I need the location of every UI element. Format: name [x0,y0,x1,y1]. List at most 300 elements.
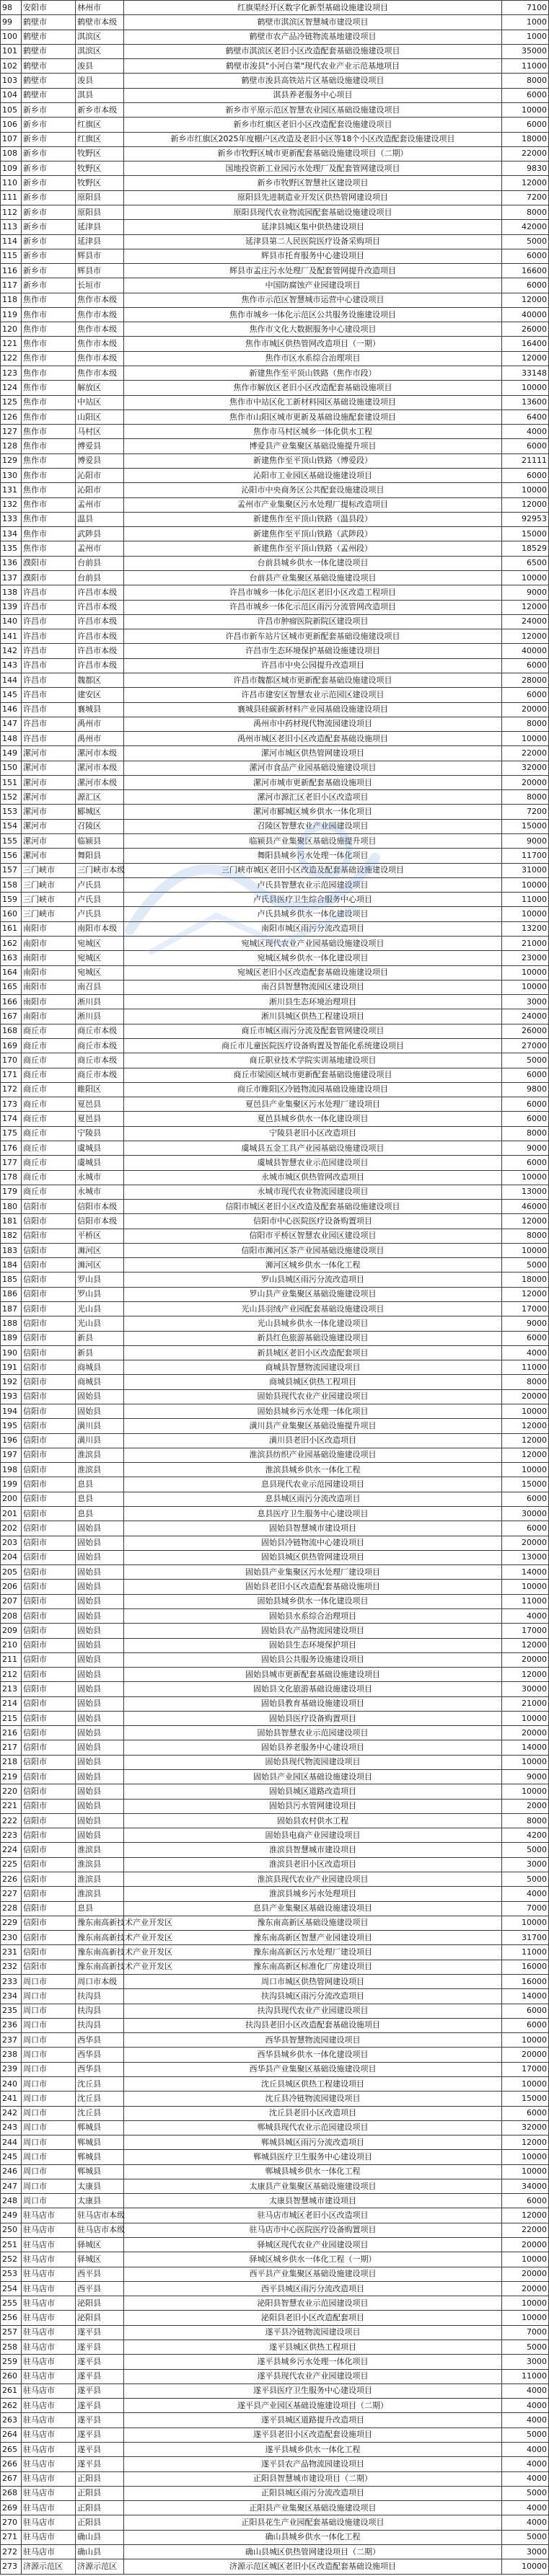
row-number: 118 [1,293,22,307]
row-number: 111 [1,190,22,205]
row-number: 192 [1,1375,22,1389]
district-cell: 浉河区 [76,1258,124,1272]
amount-cell: 21000 [501,937,548,951]
project-name-cell: 夏邑县产业集聚区污水处理厂建设项目 [124,1097,502,1112]
table-row [1,2355,549,2369]
city-cell: 新乡市 [22,102,76,117]
row-number: 164 [1,965,22,980]
district-cell: 遂平县 [76,2384,124,2398]
project-name-cell: 扶沟县城区雨污分流改造项目 [124,1989,502,2004]
city-cell: 许昌市 [22,658,76,673]
row-number: 174 [1,1112,22,1126]
city-cell: 信阳市 [22,1506,76,1521]
amount-cell: 20000 [501,1726,548,1740]
district-cell: 新县 [76,1345,124,1360]
amount-cell: 10000 [501,381,548,395]
project-name-cell: 漯河市城区供热管网建设项目 [124,746,502,761]
amount-cell: 28000 [501,673,548,687]
row-number: 148 [1,732,22,746]
city-cell: 驻马店市 [22,2457,76,2471]
row-number: 169 [1,1038,22,1053]
city-cell: 焦作市 [22,425,76,439]
city-cell: 商丘市 [22,1024,76,1038]
city-cell: 信阳市 [22,1463,76,1477]
city-cell: 焦作市 [22,337,76,351]
city-cell: 许昌市 [22,732,76,746]
project-name-cell: 宛城区现代农业产业园基础设施建设项目 [124,937,502,951]
amount-cell: 5000 [501,1872,548,1887]
row-number: 161 [1,921,22,936]
amount-cell: 16600 [501,264,548,278]
project-name-cell: 郸城县医疗卫生服务中心建设项目 [124,2150,502,2164]
project-name-cell: 确山县城乡供水一体化工程 [124,2530,502,2544]
row-number: 220 [1,1784,22,1799]
row-number: 223 [1,1828,22,1843]
project-name-cell: 永城市现代农业物流园建设项目 [124,1185,502,1199]
city-cell: 许昌市 [22,702,76,717]
city-cell: 三门峡市 [22,893,76,907]
city-cell: 信阳市 [22,1726,76,1740]
table-row [1,1521,549,1536]
project-name-cell: 淅川县城区供热工程建设项目 [124,1009,502,1024]
project-name-cell: 泌阳县智慧农业示范园建设项目 [124,2296,502,2311]
table-row [1,1038,549,1053]
district-cell: 平桥区 [76,1229,124,1243]
project-name-cell: 遂平县城区道路提升改造项目 [124,2413,502,2427]
table-row [1,1360,549,1375]
city-cell: 信阳市 [22,1624,76,1638]
district-cell: 鹤壁市本级 [76,15,124,30]
table-row [1,337,549,351]
city-cell: 信阳市 [22,1843,76,1857]
district-cell: 西华县 [76,2033,124,2048]
amount-cell: 7100 [501,1,548,15]
table-row [1,1272,549,1287]
table-row [1,2018,549,2032]
amount-cell: 10000 [501,732,548,746]
district-cell: 南阳市本级 [76,921,124,936]
city-cell: 信阳市 [22,1287,76,1301]
district-cell: 遂平县 [76,2399,124,2413]
project-name-cell: 息县医疗卫生服务中心建设项目 [124,1506,502,1521]
amount-cell: 5000 [501,1258,548,1272]
amount-cell: 10000 [501,877,548,892]
district-cell: 禹州市 [76,732,124,746]
project-name-cell: 淮滨县纺织产业园基础设施建设项目 [124,1448,502,1462]
district-cell: 夏邑县 [76,1112,124,1126]
amount-cell: 6000 [501,2004,548,2018]
table-row [1,2238,549,2252]
table-row [1,1668,549,1682]
table-row [1,1463,549,1477]
district-cell: 临颍县 [76,834,124,849]
amount-cell: 9000 [501,1316,548,1331]
city-cell: 南阳市 [22,937,76,951]
project-name-cell: 永城市城区供热管网改造项目 [124,1170,502,1185]
table-row [1,234,549,249]
table-row [1,1112,549,1126]
project-name-cell: 息县城区雨污分流改造项目 [124,1492,502,1506]
project-name-cell: 原阳县先进制造业开发区供热管网建设项目 [124,190,502,205]
amount-cell: 12000 [501,1448,548,1462]
table-row [1,1506,549,1521]
project-name-cell: 商丘市儿童医院医疗设备购置及智能化系统建设项目 [124,1038,502,1053]
district-cell: 固始县 [76,1726,124,1740]
district-cell: 台前县 [76,556,124,570]
table-row [1,1419,549,1433]
project-name-cell: 新建焦作至平顶山铁路（博爱段） [124,453,502,468]
district-cell: 许昌市本级 [76,585,124,600]
amount-cell: 17000 [501,1302,548,1316]
table-row [1,176,549,190]
district-cell: 辉县市 [76,249,124,263]
amount-cell: 21000 [501,1696,548,1711]
city-cell: 驻马店市 [22,2311,76,2325]
table-row [1,2076,549,2091]
amount-cell: 12000 [501,351,548,366]
district-cell: 郾城区 [76,805,124,819]
amount-cell: 40000 [501,307,548,322]
amount-cell: 17000 [501,2062,548,2076]
amount-cell: 6000 [501,688,548,702]
amount-cell: 3000 [501,2544,548,2559]
table-row [1,1726,549,1740]
amount-cell: 1000 [501,15,548,30]
amount-cell: 40000 [501,644,548,658]
table-row [1,1784,549,1799]
amount-cell: 6000 [501,1331,548,1345]
row-number: 172 [1,1082,22,1097]
row-number: 138 [1,585,22,600]
city-cell: 商丘市 [22,1068,76,1082]
district-cell: 罗山县 [76,1272,124,1287]
row-number: 151 [1,775,22,789]
row-number: 269 [1,2501,22,2515]
district-cell: 睢阳区 [76,1082,124,1097]
amount-cell: 11000 [501,1360,548,1375]
amount-cell: 10000 [501,2311,548,2325]
row-number: 166 [1,995,22,1009]
district-cell: 济源示范区 [76,2559,124,2574]
row-number: 242 [1,2106,22,2120]
district-cell: 西华县 [76,2048,124,2062]
row-number: 162 [1,937,22,951]
district-cell: 固始县 [76,1828,124,1843]
city-cell: 信阳市 [22,1565,76,1580]
row-number: 257 [1,2325,22,2340]
table-row [1,819,549,833]
project-name-cell: 焦作市解放区老旧小区改造配套基础设施项目 [124,381,502,395]
row-number: 129 [1,453,22,468]
row-number: 104 [1,88,22,102]
row-number: 268 [1,2486,22,2500]
city-cell: 信阳市 [22,1638,76,1652]
amount-cell: 5000 [501,2340,548,2355]
project-name-cell: 息县产业集聚区基础设施建设项目 [124,1901,502,1916]
row-number: 245 [1,2150,22,2164]
amount-cell: 9000 [501,1770,548,1784]
project-name-cell: 商丘市梁园区城市更新配套基础设施建设项目 [124,1068,502,1082]
city-cell: 周口市 [22,2164,76,2179]
district-cell: 许昌市本级 [76,644,124,658]
amount-cell: 10000 [501,2076,548,2091]
project-name-cell: 罗山县产业集聚区基础设施建设项目 [124,1287,502,1301]
row-number: 248 [1,2194,22,2208]
table-row [1,1931,549,1945]
project-name-cell: 虞城县五金工具产业园基础设施建设项目 [124,1141,502,1155]
district-cell: 虞城县 [76,1141,124,1155]
row-number: 133 [1,512,22,526]
table-row [1,921,549,936]
table-row [1,220,549,234]
table-row [1,893,549,907]
district-cell: 固始县 [76,1755,124,1769]
project-name-cell: 商丘市睢阳区冷链物流园基础设施建设项目 [124,1082,502,1097]
row-number: 109 [1,161,22,176]
district-cell: 沈丘县 [76,2092,124,2106]
city-cell: 商丘市 [22,1185,76,1199]
amount-cell: 9000 [501,834,548,849]
district-cell: 确山县 [76,2544,124,2559]
city-cell: 漯河市 [22,849,76,863]
amount-cell: 10000 [501,1463,548,1477]
table-row [1,1916,549,1930]
project-name-cell: 许昌市中央公园提升改造项目 [124,658,502,673]
table-row [1,1872,549,1887]
district-cell: 商丘市本级 [76,1053,124,1068]
city-cell: 三门峡市 [22,907,76,921]
row-number: 198 [1,1463,22,1477]
row-number: 233 [1,1974,22,1988]
project-name-cell: 遂平县城乡污水处理一体化项目 [124,2355,502,2369]
district-cell: 卢氏县 [76,877,124,892]
row-number: 170 [1,1053,22,1068]
table-row [1,1,549,15]
project-name-cell: 固始县城区供热管网建设项目 [124,1550,502,1564]
city-cell: 信阳市 [22,1229,76,1243]
table-row [1,2559,549,2574]
district-cell: 宛城区 [76,965,124,980]
city-cell: 漯河市 [22,761,76,775]
project-name-cell: 漯河市郾城区城乡供水一体化项目 [124,805,502,819]
amount-cell: 10000 [501,102,548,117]
row-number: 254 [1,2281,22,2296]
table-row [1,658,549,673]
city-cell: 周口市 [22,2048,76,2062]
table-row [1,1770,549,1784]
row-number: 182 [1,1229,22,1243]
district-cell: 太康县 [76,2194,124,2208]
city-cell: 焦作市 [22,469,76,483]
table-row [1,1492,549,1506]
city-cell: 安阳市 [22,1,76,15]
district-cell: 淅川县 [76,995,124,1009]
amount-cell: 12000 [501,2135,548,2150]
table-row [1,1200,549,1214]
project-name-cell: 息县现代农业示范园建设项目 [124,1477,502,1492]
city-cell: 焦作市 [22,381,76,395]
amount-cell: 42000 [501,220,548,234]
table-row [1,15,549,30]
amount-cell: 10000 [501,483,548,497]
district-cell: 罗山县 [76,1287,124,1301]
district-cell: 遂平县 [76,2442,124,2456]
amount-cell: 11000 [501,2369,548,2384]
city-cell: 周口市 [22,2106,76,2120]
project-name-cell: 西平县产业集聚区基础设施建设项目 [124,2267,502,2281]
city-cell: 焦作市 [22,351,76,366]
district-cell: 牧野区 [76,176,124,190]
row-number: 271 [1,2530,22,2544]
table-row [1,1843,549,1857]
table-row [1,717,549,731]
city-cell: 焦作市 [22,512,76,526]
city-cell: 焦作市 [22,395,76,410]
table-row [1,1740,549,1755]
project-name-cell: 济源示范区城区老旧小区改造配套基础设施项目 [124,2559,502,2574]
table-row [1,629,549,644]
table-row [1,1302,549,1316]
row-number: 121 [1,337,22,351]
table-row [1,453,549,468]
row-number: 272 [1,2544,22,2559]
district-cell: 固始县 [76,1404,124,1419]
table-row [1,2340,549,2355]
table-row [1,1828,549,1843]
amount-cell: 10000 [501,2164,548,2179]
row-number: 132 [1,497,22,512]
amount-cell: 5000 [501,234,548,249]
row-number: 230 [1,1931,22,1945]
city-cell: 南阳市 [22,965,76,980]
project-name-cell: 固始县农村供水工程 [124,1813,502,1828]
project-name-cell: 沈丘县城区供热工程建设项目 [124,2076,502,2091]
city-cell: 周口市 [22,2033,76,2048]
district-cell: 驿城区 [76,2252,124,2267]
table-row [1,702,549,717]
row-number: 258 [1,2340,22,2355]
city-cell: 新乡市 [22,220,76,234]
row-number: 251 [1,2238,22,2252]
project-name-cell: 遂平县城区供热工程项目 [124,2340,502,2355]
city-cell: 信阳市 [22,1316,76,1331]
row-number: 224 [1,1843,22,1857]
project-name-cell: 延津县城区集中供热建设项目 [124,220,502,234]
amount-cell: 30000 [501,1506,548,1521]
row-number: 200 [1,1492,22,1506]
table-row [1,1258,549,1272]
district-cell: 新县 [76,1331,124,1345]
table-row [1,746,549,761]
table-row [1,161,549,176]
row-number: 115 [1,249,22,263]
project-name-cell: 淮滨县城乡供水一体化工程 [124,1463,502,1477]
district-cell: 牧野区 [76,161,124,176]
city-cell: 信阳市 [22,1536,76,1550]
district-cell: 驿城区 [76,2238,124,2252]
project-name-cell: 夏邑县城乡供水一体化建设项目 [124,1112,502,1126]
row-number: 124 [1,381,22,395]
amount-cell: 31700 [501,1931,548,1945]
district-cell: 淇县 [76,88,124,102]
project-name-cell: 固始县污水管网建设项目 [124,1799,502,1813]
city-cell: 新乡市 [22,234,76,249]
city-cell: 信阳市 [22,1433,76,1448]
district-cell: 武陟县 [76,527,124,541]
district-cell: 许昌市本级 [76,658,124,673]
row-number: 216 [1,1726,22,1740]
table-row [1,2208,549,2223]
amount-cell: 30000 [501,1682,548,1696]
project-name-cell: 鹤壁市淇滨区老旧小区改造配套基础设施建设项目 [124,44,502,58]
row-number: 131 [1,483,22,497]
table-row [1,1682,549,1696]
amount-cell: 12000 [501,176,548,190]
project-name-cell: 许昌市魏都区城市更新配套基础设施建设项目 [124,673,502,687]
city-cell: 新乡市 [22,249,76,263]
amount-cell: 4000 [501,2471,548,2486]
table-row [1,732,549,746]
project-name-cell: 许昌市生态环境保护基础设施建设项目 [124,644,502,658]
city-cell: 信阳市 [22,1214,76,1229]
amount-cell: 10000 [501,2150,548,2164]
table-row [1,1068,549,1082]
amount-cell: 3000 [501,2355,548,2369]
row-number: 135 [1,541,22,556]
district-cell: 博爱县 [76,453,124,468]
project-name-cell: 沈丘县冷链物流园建设项目 [124,2092,502,2106]
district-cell: 温县 [76,512,124,526]
district-cell: 卢氏县 [76,893,124,907]
row-number: 144 [1,673,22,687]
project-name-cell: 舞阳县城乡污水处理一体化项目 [124,849,502,863]
city-cell: 新乡市 [22,278,76,293]
city-cell: 信阳市 [22,1608,76,1623]
city-cell: 信阳市 [22,1901,76,1916]
row-number: 199 [1,1477,22,1492]
project-name-cell: 宛城区城乡供水一体化建设项目 [124,951,502,965]
district-cell: 夏邑县 [76,1097,124,1112]
amount-cell: 6000 [501,2106,548,2120]
amount-cell: 6000 [501,658,548,673]
amount-cell: 16400 [501,337,548,351]
table-row [1,132,549,146]
row-number: 155 [1,834,22,849]
row-number: 265 [1,2442,22,2456]
project-name-cell: 太康县产业集聚区基础设施建设项目 [124,2179,502,2193]
row-number: 250 [1,2223,22,2237]
row-number: 237 [1,2033,22,2048]
project-name-cell: 固始县水系综合治理项目 [124,1608,502,1623]
district-cell: 马村区 [76,425,124,439]
project-name-cell: 遂平县产业园区基础设施建设项目（二期） [124,2399,502,2413]
row-number: 225 [1,1857,22,1872]
amount-cell: 31000 [501,863,548,877]
city-cell: 信阳市 [22,1389,76,1404]
city-cell: 周口市 [22,2194,76,2208]
project-name-cell: 宁陵县老旧小区改造项目 [124,1126,502,1141]
table-row [1,118,549,132]
district-cell: 固始县 [76,1594,124,1608]
district-cell: 遂平县 [76,2355,124,2369]
city-cell: 周口市 [22,2004,76,2018]
city-cell: 信阳市 [22,1477,76,1492]
row-number: 204 [1,1550,22,1564]
table-row [1,2267,549,2281]
row-number: 205 [1,1565,22,1580]
row-number: 215 [1,1711,22,1725]
amount-cell: 20000 [501,1652,548,1667]
